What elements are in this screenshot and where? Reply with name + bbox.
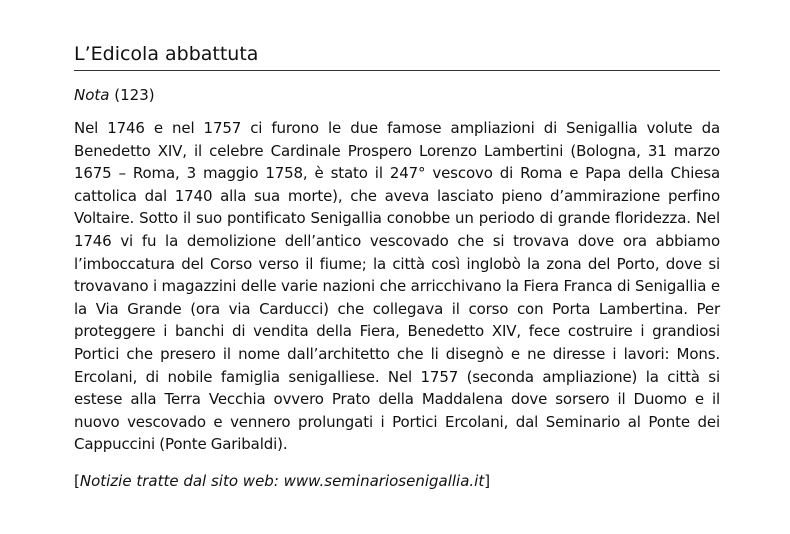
source-citation [74,471,720,491]
source-bracket-close: ] [484,471,491,490]
note-label: Nota [74,86,110,104]
note-heading [74,85,720,105]
title-divider [74,70,720,71]
page-title: L’Edicola abbattuta [74,43,259,65]
source-bracket-open: [ [74,471,80,490]
source-text: Notizie tratte dal sito web: www.seminariosenigallia.it [79,471,485,490]
note-number: (123) [114,86,155,104]
note-paragraph: Nel 1746 e nel 1757 ci furono le due famose ampliazioni di Senigallia volute da Benedetto XIV, il celebre Cardinale Prospero Lorenzo Lambertini (Bologna, 31 marzo 1675 – Roma, 3 maggio 1758, è stato il 247° vescovo di Roma e Papa della Chiesa cattolica dal 1740 alla sua morte), che aveva lasciato pieno d’ammirazione perfino Voltaire. Sotto il suo pontificato Senigallia conobbe un periodo di grande floridezza. Nel 1746 vi fu la demolizione dell’antico vescovado che si trovava dove ora abbiamo l’imboccatura del Corso verso il fiume; la città così inglobò la zona del Porto, dove si trovavano i magazzini delle varie nazioni che arricchivano la Fiera Franca di Senigallia e la Via Grande (ora via Carducci) che collegava il corso con Porta Lambertina. Per proteggere i banchi di vendita della Fiera, Benedetto XIV, fece costruire i grandiosi Portici che presero il nome dall’architetto che li disegnò e ne diresse i lavori: Mons. Ercolani, di nobile famiglia senigalliese. Nel 1757 (seconda ampliazione) la città si estese alla Terra Vecchia ovvero Prato della Maddalena dove sorsero il Duomo e il nuovo vescovado e vennero prolungati i Portici Ercolani, dal Seminario al Ponte dei Cappuccini (Ponte Garibaldi). [74,119,720,454]
document-page [74,40,720,491]
